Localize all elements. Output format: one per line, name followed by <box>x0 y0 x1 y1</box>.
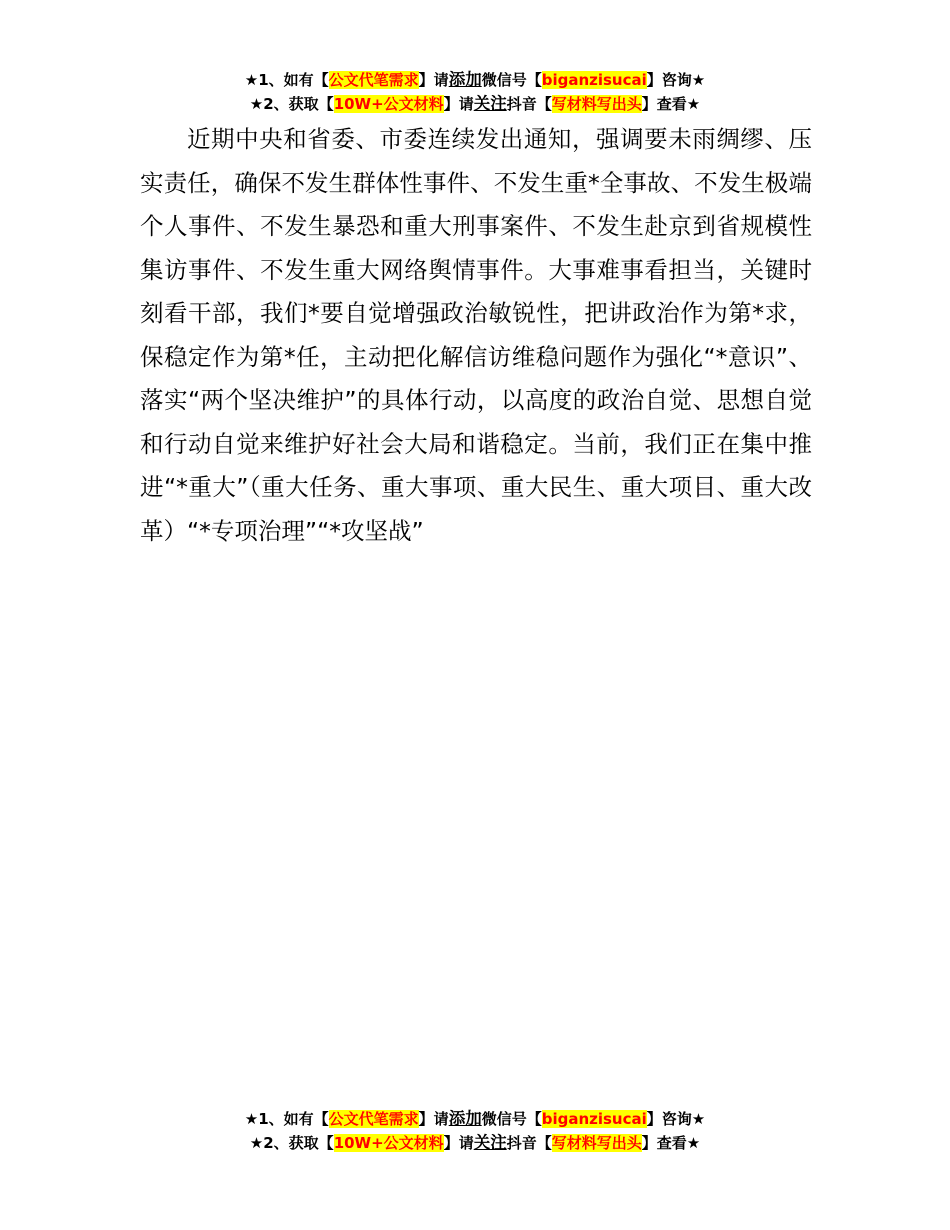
banner-line-2-suffix: 】查看★ <box>641 95 701 113</box>
banner-line-1-mid: 】请 <box>418 71 449 89</box>
footer-line-2-suffix: 】查看★ <box>641 1134 701 1152</box>
footer-banner <box>0 1107 950 1155</box>
banner-line-2-highlight-douyin: 写材料写出头 <box>551 95 642 113</box>
footer-line-1-mid-2: 微信号【 <box>481 1110 542 1128</box>
banner-line-1-emphasis: 添加 <box>448 70 482 89</box>
footer-line-2-prefix: ★2、获取【 <box>249 1134 334 1152</box>
footer-line-1-highlight-service: 公文代笔需求 <box>328 1110 419 1128</box>
banner-line-2-mid: 】请 <box>443 95 474 113</box>
footer-line-1-highlight-wechat: biganzisucai <box>541 1110 647 1128</box>
header-banner <box>0 68 950 116</box>
banner-line-1-highlight-wechat: biganzisucai <box>541 71 647 89</box>
banner-line-1-suffix: 】咨询★ <box>646 71 706 89</box>
banner-line-2-highlight-materials: 10W+公文材料 <box>333 95 444 113</box>
banner-line-2-prefix: ★2、获取【 <box>249 95 334 113</box>
banner-line-2 <box>0 92 950 116</box>
footer-line-1-mid: 】请 <box>418 1110 449 1128</box>
body-paragraph: 近期中央和省委、市委连续发出通知，强调要未雨绸缪、压实责任，确保不发生群体性事件、不发生重*全事故、不发生极端个人事件、不发生暴恐和重大刑事案件、不发生赴京到省规模性集访事件、不发生重大网络舆情事件。大事难事看担当，关键时刻看干部，我们*要自觉增强政治敏锐性，把讲政治作为第*求，保稳定作为第*任，主动把化解信访维稳问题作为强化“*意识”、落实“两个坚决维护”的具体行动，以高度的政治自觉、思想自觉和行动自觉来维护好社会大局和谐稳定。当前，我们正在集中推进“*重大”（重大任务、重大事项、重大民生、重大项目、重大改革）“*专项治理”“*攻坚战” <box>140 125 812 545</box>
footer-line-1-suffix: 】咨询★ <box>646 1110 706 1128</box>
banner-line-1-highlight-service: 公文代笔需求 <box>328 71 419 89</box>
footer-line-1-emphasis: 添加 <box>448 1109 482 1128</box>
footer-line-2-highlight-douyin: 写材料写出头 <box>551 1134 642 1152</box>
banner-line-2-mid-2: 抖音【 <box>506 95 552 113</box>
banner-line-1 <box>0 68 950 92</box>
banner-line-2-emphasis: 关注 <box>473 94 507 113</box>
banner-line-1-mid-2: 微信号【 <box>481 71 542 89</box>
footer-line-1-prefix: ★1、如有【 <box>244 1110 329 1128</box>
footer-line-1 <box>0 1107 950 1131</box>
footer-line-2-mid-2: 抖音【 <box>506 1134 552 1152</box>
footer-line-2-emphasis: 关注 <box>473 1133 507 1152</box>
footer-line-2-highlight-materials: 10W+公文材料 <box>333 1134 444 1152</box>
banner-line-1-prefix: ★1、如有【 <box>244 71 329 89</box>
footer-line-2 <box>0 1131 950 1155</box>
footer-line-2-mid: 】请 <box>443 1134 474 1152</box>
